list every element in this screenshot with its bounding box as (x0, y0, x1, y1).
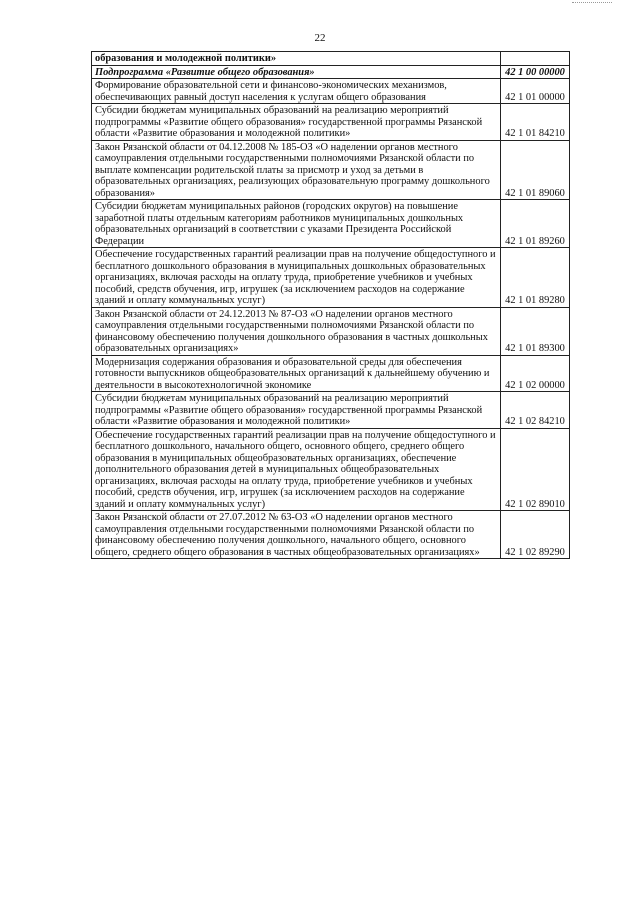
row-name-cell: Обеспечение государственных гарантий реализации прав на получение общедоступного и бесплатного дошкольного образования в муниципальных дошкольных образовательных организациях, включая расходы на оплату труда, приобретение учебников и учебных пособий, средств обучения, игр, игрушек (за исключением расходов на содержание зданий и оплату коммунальных услуг) (92, 248, 501, 308)
table-row (92, 428, 570, 511)
table-row (92, 248, 570, 308)
row-name-cell: Формирование образовательной сети и финансово-экономических механизмов, обеспечивающих равный доступ населения к услугам общего образования (92, 79, 501, 104)
scan-edge-mark (572, 2, 612, 4)
row-code-cell: 42 1 01 89060 (501, 140, 570, 200)
table-row (92, 307, 570, 355)
row-code-cell: 42 1 01 89300 (501, 307, 570, 355)
row-name-cell: Субсидии бюджетам муниципальных образований на реализацию мероприятий подпрограммы «Развитие общего образования» государственной программы Рязанской области «Развитие образования и молодежной политики» (92, 392, 501, 429)
row-code-cell: 42 1 02 89290 (501, 511, 570, 559)
row-name-cell: Субсидии бюджетам муниципальных районов (городских округов) на повышение заработной платы отдельным категориям работников муниципальных дошкольных образовательных организаций в соответствии с указами Президента Российской Федерации (92, 200, 501, 248)
table-row (92, 392, 570, 429)
row-name-cell: Закон Рязанской области от 04.12.2008 № 185-ОЗ «О наделении органов местного самоуправления отдельными государственными полномочиями Рязанской области по выплате компенсации родительской платы за присмотр и уход за детьми в образовательных организациях, реализующих образовательную программу дошкольного образования» (92, 140, 501, 200)
row-code-cell: 42 1 01 00000 (501, 79, 570, 104)
table-row (92, 511, 570, 559)
table-row (92, 355, 570, 392)
row-code-cell: 42 1 00 00000 (501, 65, 570, 79)
row-name-cell: Модернизация содержания образования и образовательной среды для обеспечения готовности выпускников общеобразовательных организаций к дальнейшему обучению и деятельности в высокотехнологичной экономике (92, 355, 501, 392)
row-name-cell: образования и молодежной политики» (92, 52, 501, 66)
row-name-cell: Закон Рязанской области от 27.07.2012 № 63-ОЗ «О наделении органов местного самоуправления отдельными государственными полномочиями Рязанской области по финансовому обеспечению получения дошкольного, начального общего, основного общего, среднего общего образования в частных общеобразовательных организациях» (92, 511, 501, 559)
page-number: 22 (314, 32, 326, 44)
row-name-cell: Субсидии бюджетам муниципальных образований на реализацию мероприятий подпрограммы «Развитие общего образования» государственной программы Рязанской области «Развитие образования и молодежной политики» (92, 104, 501, 141)
row-code-cell: 42 1 01 89260 (501, 200, 570, 248)
table-body (92, 52, 570, 559)
row-name-cell: Подпрограмма «Развитие общего образования» (92, 65, 501, 79)
row-name-cell: Обеспечение государственных гарантий реализации прав на получение общедоступного и бесплатного дошкольного, начального общего, основного общего, среднего общего образования в муниципальных общеобразовательных организациях, обеспечение дополнительного образования детей в муниципальных общеобразовательных организациях, включая расходы на оплату труда, приобретение учебников и учебных пособий, средств обучения, игр, игрушек (за исключением расходов на содержание зданий и оплату коммунальных услуг) (92, 428, 501, 511)
row-code-cell: 42 1 01 84210 (501, 104, 570, 141)
table-row (92, 200, 570, 248)
row-code-cell: 42 1 01 89280 (501, 248, 570, 308)
table-row (92, 79, 570, 104)
table-row (92, 140, 570, 200)
table-row (92, 52, 570, 66)
row-code-cell (501, 52, 570, 66)
row-name-cell: Закон Рязанской области от 24.12.2013 № 87-ОЗ «О наделении органов местного самоуправления отдельными государственными полномочиями Рязанской области по финансовому обеспечению получения дошкольного образования в частных дошкольных образовательных организациях» (92, 307, 501, 355)
row-code-cell: 42 1 02 84210 (501, 392, 570, 429)
table-row (92, 65, 570, 79)
table-row (92, 104, 570, 141)
row-code-cell: 42 1 02 89010 (501, 428, 570, 511)
budget-classification-table (91, 51, 570, 559)
row-code-cell: 42 1 02 00000 (501, 355, 570, 392)
